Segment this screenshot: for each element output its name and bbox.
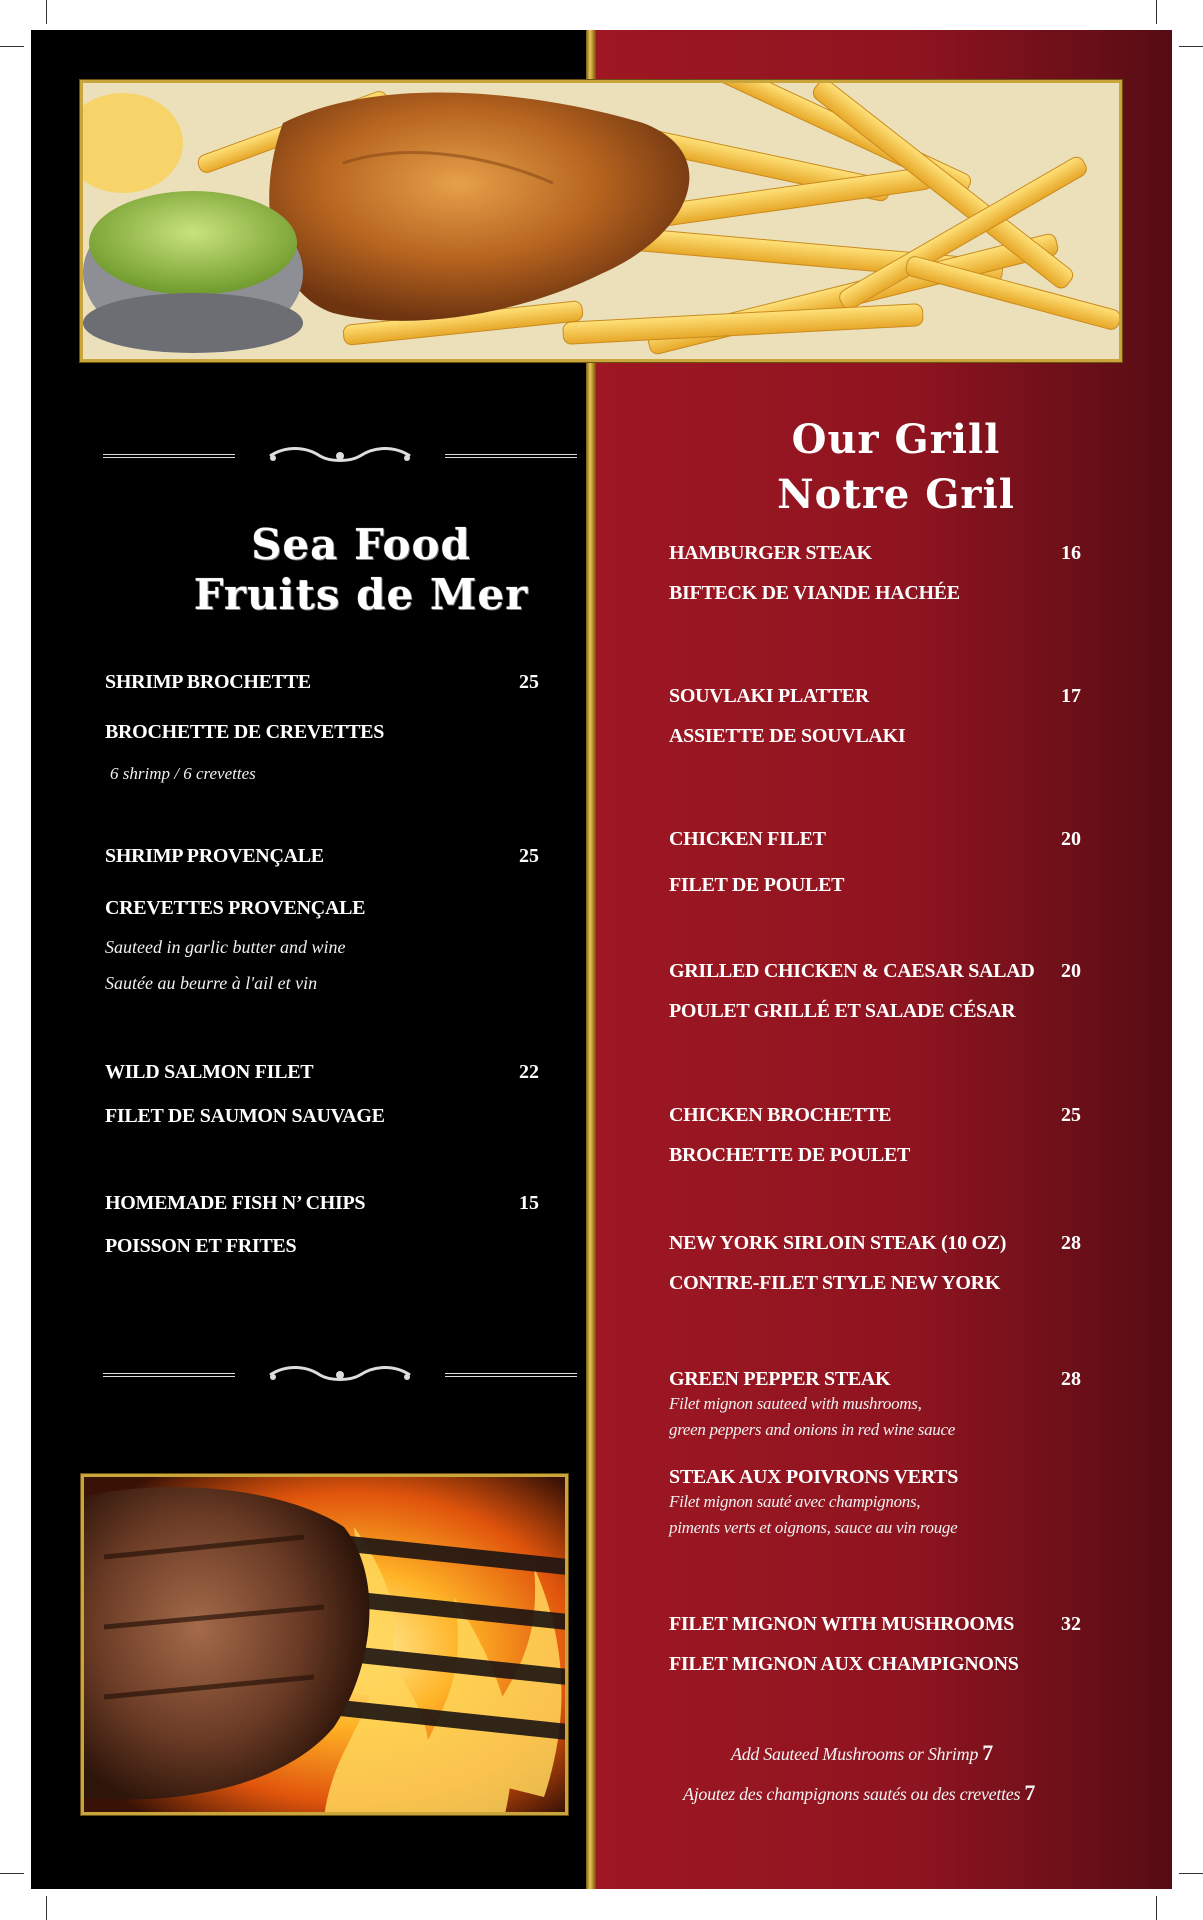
crop-mark xyxy=(1156,1896,1157,1920)
addon-text-fr: Ajoutez des champignons sautés ou des crevettes xyxy=(683,1784,1021,1804)
grill-heading xyxy=(671,412,1121,522)
crop-mark xyxy=(1179,46,1203,47)
menu-item-price: 28 xyxy=(1061,1232,1081,1254)
menu-item-name-fr: FILET DE POULET xyxy=(669,874,845,896)
flourish-icon xyxy=(265,1365,415,1385)
grill-title-fr: Notre Gril xyxy=(777,471,1015,518)
menu-item-name: GRILLED CHICKEN & CAESAR SALAD xyxy=(669,960,1035,982)
menu-item-name-fr: ASSIETTE DE SOUVLAKI xyxy=(669,725,906,747)
menu-item-name: NEW YORK SIRLOIN STEAK (10 OZ) xyxy=(669,1232,1007,1254)
menu-item-name: CHICKEN BROCHETTE xyxy=(669,1104,892,1126)
menu-item-name: FILET MIGNON WITH MUSHROOMS xyxy=(669,1613,1015,1635)
menu-item-description-fr: piments verts et oignons, sauce au vin rouge xyxy=(669,1518,958,1537)
menu-item-name-fr: FILET MIGNON AUX CHAMPIGNONS xyxy=(669,1653,1019,1675)
menu-item-price: 25 xyxy=(519,671,539,693)
menu-item-name-fr: BROCHETTE DE POULET xyxy=(669,1144,911,1166)
menu-item-price: 20 xyxy=(1061,960,1081,982)
menu-item-price: 15 xyxy=(519,1192,539,1214)
menu-item-description: green peppers and onions in red wine sauce xyxy=(669,1420,955,1439)
menu-item-price: 20 xyxy=(1061,828,1081,850)
addon-note-fr xyxy=(683,1780,1035,1806)
menu-item-price: 25 xyxy=(1061,1104,1081,1126)
menu-item-name: HAMBURGER STEAK xyxy=(669,542,872,564)
menu-item-name: WILD SALMON FILET xyxy=(105,1061,314,1083)
seafood-title-fr: Fruits de Mer xyxy=(193,570,529,619)
addon-note xyxy=(731,1740,993,1766)
menu-item-description-fr: Sautée au beurre à l'ail et vin xyxy=(105,973,318,993)
menu-item-name-fr: POISSON ET FRITES xyxy=(105,1235,297,1257)
menu-item-name: SHRIMP BROCHETTE xyxy=(105,671,311,693)
menu-item-name-fr: BROCHETTE DE CREVETTES xyxy=(105,721,385,743)
fish-and-chips-photo xyxy=(80,80,1122,362)
menu-item-note: 6 shrimp / 6 crevettes xyxy=(110,764,256,783)
menu-item-name-fr: CONTRE-FILET STYLE NEW YORK xyxy=(669,1272,1001,1294)
menu-item-name-fr: BIFTECK DE VIANDE HACHÉE xyxy=(669,582,960,604)
grilled-steak-photo xyxy=(81,1474,568,1815)
crop-mark xyxy=(0,1873,24,1874)
crop-mark xyxy=(0,46,24,47)
addon-price-fr: 7 xyxy=(1024,1780,1036,1805)
menu-item-name: HOMEMADE FISH N’ CHIPS xyxy=(105,1192,366,1214)
menu-item-price: 28 xyxy=(1061,1368,1081,1390)
crop-mark xyxy=(46,0,47,24)
menu-item-price: 32 xyxy=(1061,1613,1081,1635)
ornament-divider xyxy=(103,1365,577,1385)
menu-item-name: SOUVLAKI PLATTER xyxy=(669,685,869,707)
addon-text: Add Sauteed Mushrooms or Shrimp xyxy=(731,1744,979,1764)
menu-item-name: SHRIMP PROVENÇALE xyxy=(105,845,324,867)
menu-item-name-fr: STEAK AUX POIVRONS VERTS xyxy=(669,1466,959,1488)
menu-item-name: CHICKEN FILET xyxy=(669,828,826,850)
menu-item-name-fr: CREVETTES PROVENÇALE xyxy=(105,897,366,919)
menu-item-description: Sauteed in garlic butter and wine xyxy=(105,937,346,957)
menu-item-price: 16 xyxy=(1061,542,1081,564)
seafood-heading xyxy=(111,520,611,620)
ornament-divider xyxy=(103,446,577,466)
addon-price: 7 xyxy=(982,1740,993,1765)
menu-item-price: 22 xyxy=(519,1061,539,1083)
menu-page xyxy=(31,30,1172,1889)
crop-mark xyxy=(46,1896,47,1920)
crop-mark xyxy=(1156,0,1157,24)
menu-item-price: 17 xyxy=(1061,685,1081,707)
menu-item-name-fr: POULET GRILLÉ ET SALADE CÉSAR xyxy=(669,1000,1016,1022)
grill-title-en: Our Grill xyxy=(791,416,1001,463)
menu-item-price: 25 xyxy=(519,845,539,867)
flourish-icon xyxy=(265,446,415,466)
crop-mark xyxy=(1179,1873,1203,1874)
menu-item-description-fr: Filet mignon sauté avec champignons, xyxy=(669,1492,921,1511)
menu-item-name-fr: FILET DE SAUMON SAUVAGE xyxy=(105,1105,385,1127)
seafood-title-en: Sea Food xyxy=(251,520,471,569)
menu-item-description: Filet mignon sauteed with mushrooms, xyxy=(669,1394,922,1413)
menu-item-name: GREEN PEPPER STEAK xyxy=(669,1368,891,1390)
